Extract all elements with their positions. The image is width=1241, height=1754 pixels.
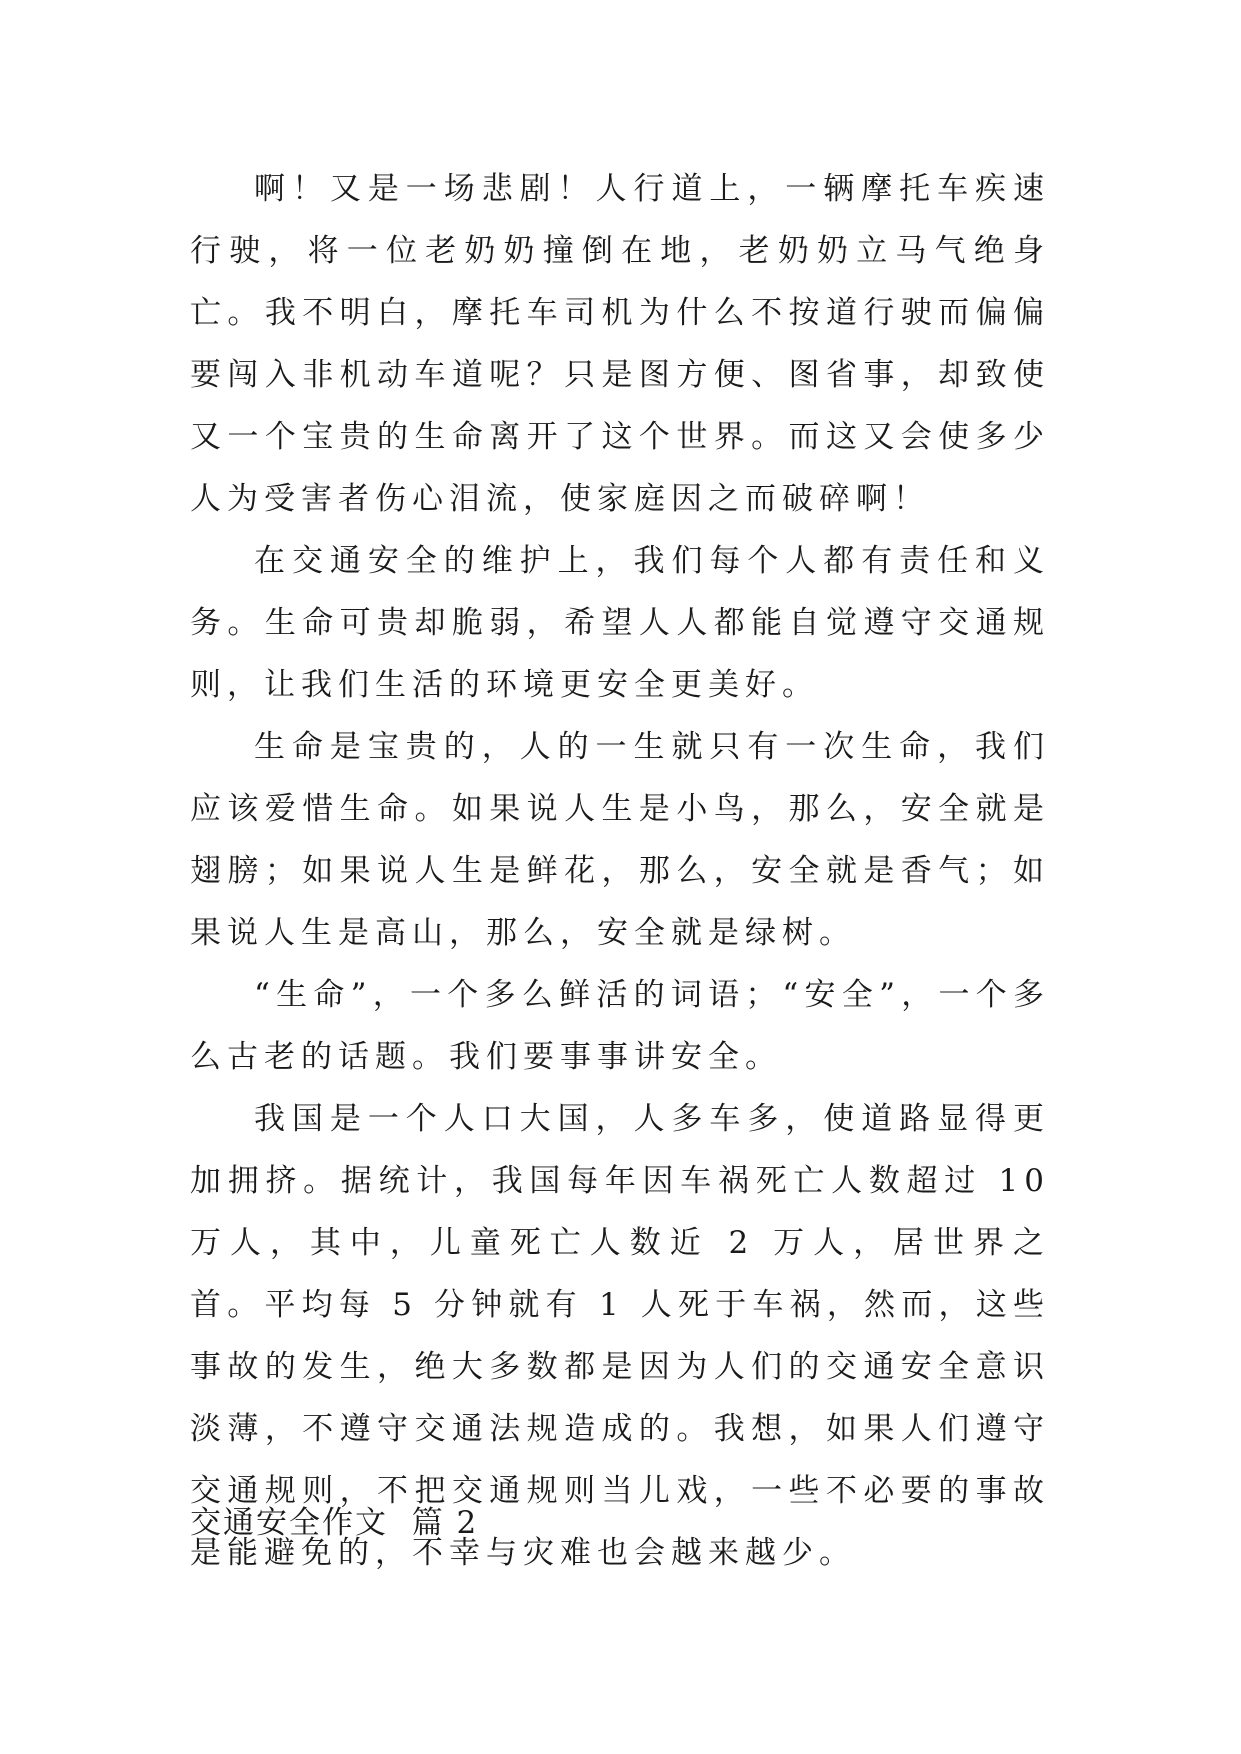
paragraph-4: “生命”，一个多么鲜活的词语；“安全”，一个多么古老的话题。我们要事事讲安全。 [190,977,1050,1075]
paragraph-1: 啊！又是一场悲剧！人行道上，一辆摩托车疾速行驶，将一位老奶奶撞倒在地，老奶奶立马气绝身亡。我不明白，摩托车司机为什么不按道行驶而偏偏要闯入非机动车道呢？只是图方便、图省事，却致使又一个宝贵的生命离开了这个世界。而这又会使多少人为受害者伤心泪流，使家庭因之而破碎啊！ [190,171,1050,517]
paragraph-2: 在交通安全的维护上，我们每个人都有责任和义务。生命可贵却脆弱，希望人人都能自觉遵守交通规则，让我们生活的环境更安全更美好。 [190,543,1050,703]
paragraph-5: 我国是一个人口大国，人多车多，使道路显得更加拥挤。据统计，我国每年因车祸死亡人数超过 10 万人，其中，儿童死亡人数近 2 万人，居世界之首。平均每 5 分钟就有 1 人死于车祸，然而，这些事故的发生，绝大多数都是因为人们的交通安全意识淡薄，不遵守交通法规造成的。我想，如果人们遵守交通规则，不把交通规则当儿戏，一些不必要的事故是能避免的，不幸与灾难也会越来越少。 [190,1101,1050,1571]
section-heading: 交通安全作文 篇 2 [190,1505,479,1541]
document-body [190,158,1050,1584]
paragraph-3: 生命是宝贵的，人的一生就只有一次生命，我们应该爱惜生命。如果说人生是小鸟，那么，安全就是翅膀；如果说人生是鲜花，那么，安全就是香气；如果说人生是高山，那么，安全就是绿树。 [190,729,1050,951]
